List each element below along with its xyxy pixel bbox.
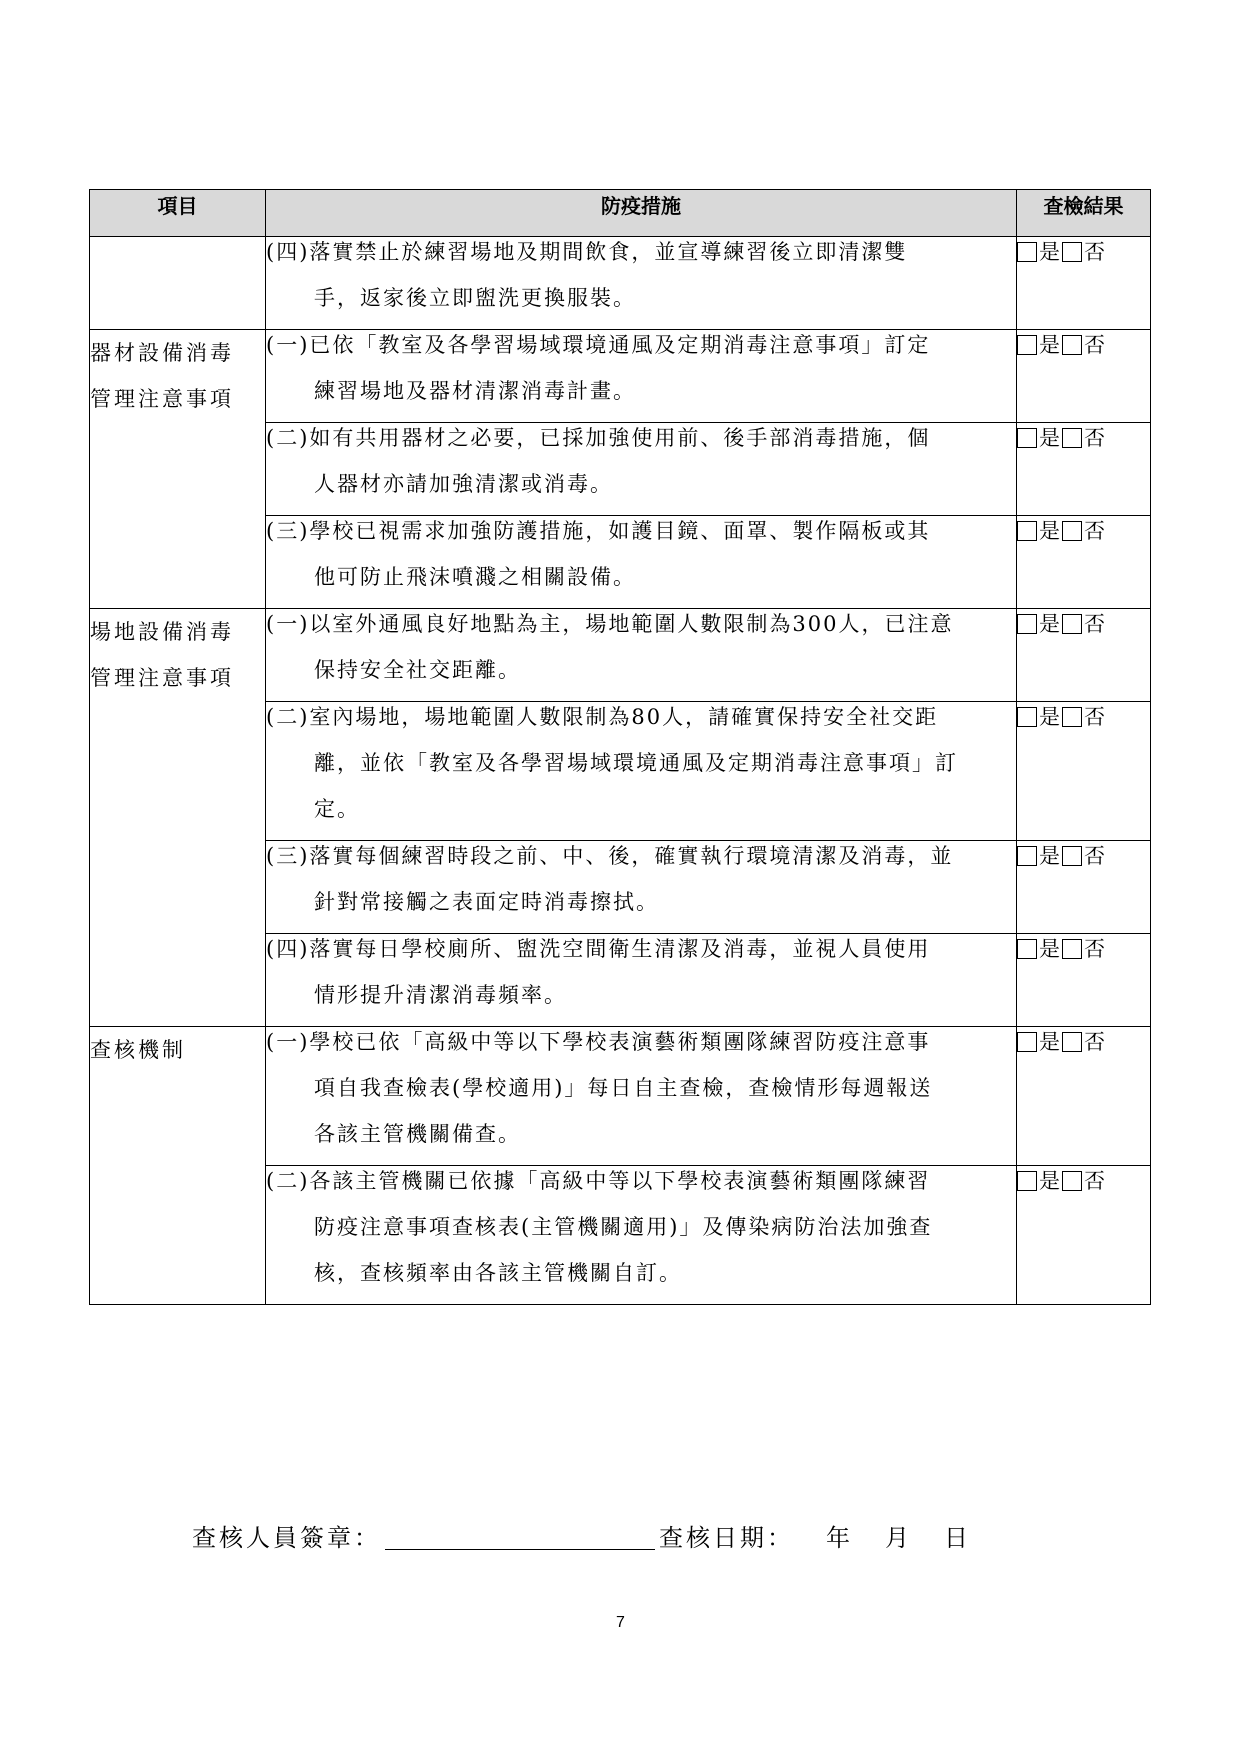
item-cell-empty: [90, 237, 266, 330]
measure-line: (二)各該主管機關已依據「高級中等以下學校表演藝術類團隊練習: [266, 1169, 931, 1193]
measure-cell: [266, 934, 1017, 1027]
yes-checkbox[interactable]: [1017, 939, 1037, 959]
no-checkbox[interactable]: [1062, 428, 1082, 448]
yes-checkbox[interactable]: [1017, 521, 1037, 541]
measure-line: 定。: [314, 797, 360, 821]
measure-line: 情形提升清潔消毒頻率。: [314, 983, 567, 1007]
item-cell: [90, 609, 266, 1027]
result-cell: [1017, 934, 1151, 1027]
measure-line: 核，查核頻率由各該主管機關自訂。: [314, 1261, 682, 1285]
measure-line: 離，並依「教室及各學習場域環境通風及定期消毒注意事項」訂: [314, 751, 958, 775]
measure-line: 保持安全社交距離。: [314, 658, 521, 682]
yes-label: 是: [1039, 844, 1060, 868]
measure-line: 他可防止飛沫噴濺之相關設備。: [314, 565, 636, 589]
measure-cell: [266, 702, 1017, 841]
yes-no-checkboxes: [1017, 609, 1107, 639]
yes-no-checkboxes: [1017, 423, 1107, 453]
no-label: 否: [1084, 705, 1105, 729]
measure-cell: [266, 841, 1017, 934]
month-label: 月: [885, 1524, 912, 1552]
no-checkbox[interactable]: [1062, 939, 1082, 959]
no-label: 否: [1084, 844, 1105, 868]
yes-no-checkboxes: [1017, 1166, 1107, 1196]
yes-label: 是: [1039, 426, 1060, 450]
measure-line: 各該主管機關備查。: [314, 1122, 521, 1146]
signature-blank[interactable]: [385, 1525, 655, 1550]
item-cell: [90, 1027, 266, 1305]
yes-checkbox[interactable]: [1017, 846, 1037, 866]
item-line: 場地設備消毒: [90, 620, 234, 644]
yes-no-checkboxes: [1017, 516, 1107, 546]
table-row: [90, 330, 1151, 423]
item-line: 器材設備消毒: [90, 341, 234, 365]
yes-no-checkboxes: [1017, 237, 1107, 267]
page-number: 7: [616, 1614, 625, 1631]
measure-line: (二)如有共用器材之必要，已採加強使用前、後手部消毒措施，個: [266, 426, 931, 450]
measure-line: (三)落實每個練習時段之前、中、後，確實執行環境清潔及消毒，並: [266, 844, 954, 868]
header-result: 查檢結果: [1017, 190, 1151, 237]
yes-no-checkboxes: [1017, 330, 1107, 360]
measure-cell: [266, 423, 1017, 516]
measure-line: 項自我查檢表(學校適用)」每日自主查檢，查檢情形每週報送: [314, 1076, 933, 1100]
measure-cell: [266, 330, 1017, 423]
yes-checkbox[interactable]: [1017, 707, 1037, 727]
yes-checkbox[interactable]: [1017, 242, 1037, 262]
measure-line: (一)已依「教室及各學習場域環境通風及定期消毒注意事項」訂定: [266, 333, 931, 357]
header-measure: 防疫措施: [266, 190, 1017, 237]
no-checkbox[interactable]: [1062, 242, 1082, 262]
yes-label: 是: [1039, 519, 1060, 543]
yes-label: 是: [1039, 937, 1060, 961]
no-label: 否: [1084, 333, 1105, 357]
yes-label: 是: [1039, 333, 1060, 357]
no-checkbox[interactable]: [1062, 521, 1082, 541]
measure-cell: [266, 1027, 1017, 1166]
no-checkbox[interactable]: [1062, 707, 1082, 727]
measure-line: (四)落實禁止於練習場地及期間飲食，並宣導練習後立即清潔雙: [266, 240, 908, 264]
no-label: 否: [1084, 1030, 1105, 1054]
no-checkbox[interactable]: [1062, 1032, 1082, 1052]
measure-line: (一)學校已依「高級中等以下學校表演藝術類團隊練習防疫注意事: [266, 1030, 931, 1054]
result-cell: [1017, 237, 1151, 330]
result-cell: [1017, 702, 1151, 841]
yes-no-checkboxes: [1017, 841, 1107, 871]
yes-label: 是: [1039, 1169, 1060, 1193]
item-cell: [90, 330, 266, 609]
yes-no-checkboxes: [1017, 1027, 1107, 1057]
yes-no-checkboxes: [1017, 702, 1107, 732]
measure-line: 針對常接觸之表面定時消毒擦拭。: [314, 890, 659, 914]
year-label: 年: [826, 1524, 853, 1552]
sign-label: 查核人員簽章：: [192, 1524, 381, 1552]
no-checkbox[interactable]: [1062, 335, 1082, 355]
result-cell: [1017, 330, 1151, 423]
no-checkbox[interactable]: [1062, 614, 1082, 634]
measure-cell: [266, 516, 1017, 609]
signature-line: [192, 1518, 971, 1553]
item-line: 管理注意事項: [90, 387, 234, 411]
yes-no-checkboxes: [1017, 934, 1107, 964]
date-label: 查核日期：: [659, 1524, 794, 1552]
no-label: 否: [1084, 1169, 1105, 1193]
no-label: 否: [1084, 240, 1105, 264]
measure-line: 手，返家後立即盥洗更換服裝。: [314, 286, 636, 310]
no-label: 否: [1084, 519, 1105, 543]
measure-line: 人器材亦請加強清潔或消毒。: [314, 472, 613, 496]
yes-checkbox[interactable]: [1017, 1032, 1037, 1052]
yes-checkbox[interactable]: [1017, 614, 1037, 634]
yes-checkbox[interactable]: [1017, 335, 1037, 355]
yes-label: 是: [1039, 240, 1060, 264]
measure-line: (一)以室外通風良好地點為主，場地範圍人數限制為300人，已注意: [266, 612, 954, 636]
result-cell: [1017, 516, 1151, 609]
item-line: 管理注意事項: [90, 666, 234, 690]
yes-label: 是: [1039, 612, 1060, 636]
inspection-table: [89, 189, 1151, 1305]
measure-line: (四)落實每日學校廁所、盥洗空間衛生清潔及消毒，並視人員使用: [266, 937, 931, 961]
day-label: 日: [944, 1524, 971, 1552]
header-item: 項目: [90, 190, 266, 237]
result-cell: [1017, 1027, 1151, 1166]
result-cell: [1017, 841, 1151, 934]
table-row: [90, 609, 1151, 702]
yes-checkbox[interactable]: [1017, 428, 1037, 448]
table-row: [90, 237, 1151, 330]
yes-label: 是: [1039, 1030, 1060, 1054]
yes-label: 是: [1039, 705, 1060, 729]
result-cell: [1017, 1166, 1151, 1305]
no-label: 否: [1084, 612, 1105, 636]
result-cell: [1017, 423, 1151, 516]
result-cell: [1017, 609, 1151, 702]
measure-line: 練習場地及器材清潔消毒計畫。: [314, 379, 636, 403]
no-checkbox[interactable]: [1062, 1171, 1082, 1191]
yes-checkbox[interactable]: [1017, 1171, 1037, 1191]
measure-cell: [266, 237, 1017, 330]
item-line: 查核機制: [90, 1038, 186, 1062]
measure-line: (二)室內場地，場地範圍人數限制為80人，請確實保持安全社交距: [266, 705, 939, 729]
no-checkbox[interactable]: [1062, 846, 1082, 866]
table-header-row: [90, 190, 1151, 237]
measure-line: (三)學校已視需求加強防護措施，如護目鏡、面罩、製作隔板或其: [266, 519, 931, 543]
no-label: 否: [1084, 426, 1105, 450]
no-label: 否: [1084, 937, 1105, 961]
measure-cell: [266, 609, 1017, 702]
measure-cell: [266, 1166, 1017, 1305]
table-row: [90, 1027, 1151, 1166]
measure-line: 防疫注意事項查核表(主管機關適用)」及傳染病防治法加強查: [314, 1215, 933, 1239]
